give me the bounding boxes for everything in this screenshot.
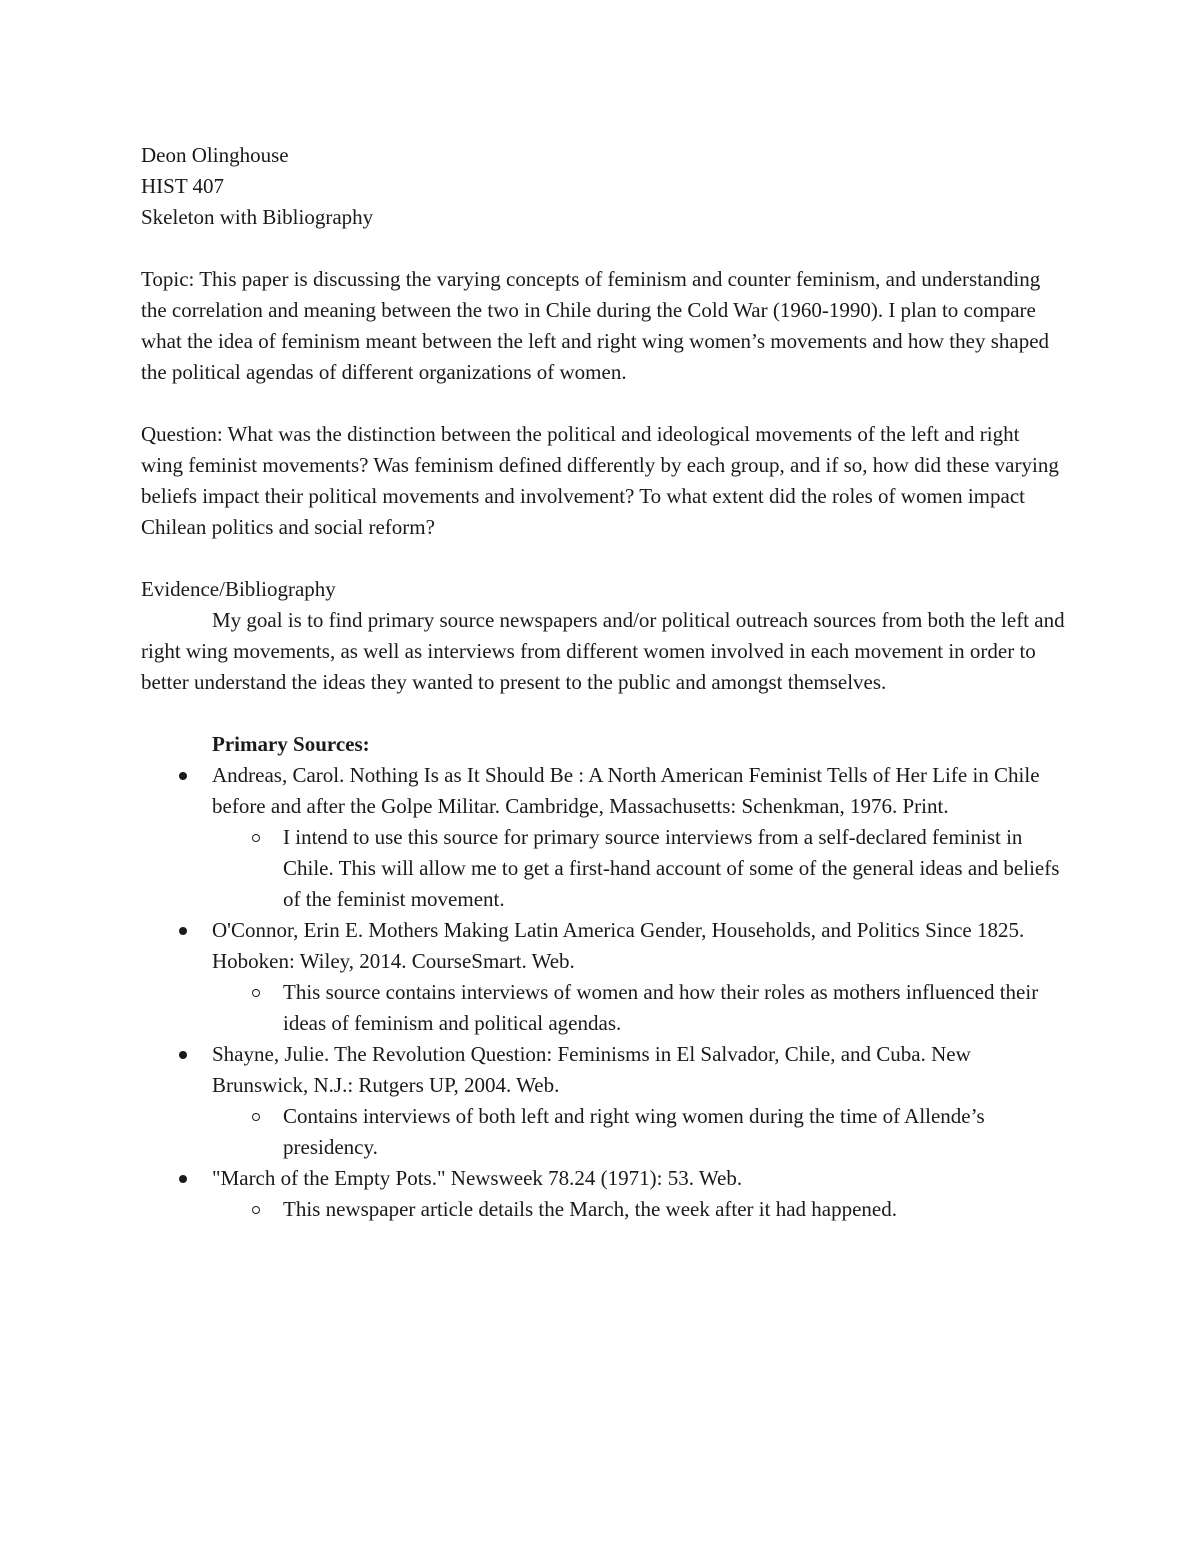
spacer — [141, 543, 1066, 574]
source-item — [141, 1039, 1066, 1163]
source-item — [141, 915, 1066, 1039]
question-paragraph: Question: What was the distinction between the political and ideological movements of the left and right wing feminist movements? Was feminism defined differently by each group, and if so, how did these varying beliefs impact their political movements and involvement? To what extent did the roles of women impact Chilean politics and social reform? — [141, 422, 1059, 539]
bullet-icon — [179, 772, 187, 780]
source-item — [141, 760, 1066, 915]
source-citation: O'Connor, Erin E. Mothers Making Latin America Gender, Households, and Politics Since 1825. Hoboken: Wiley, 2014. CourseSmart. Web. — [212, 918, 1025, 973]
course-code: HIST 407 — [141, 174, 225, 198]
document-body — [141, 140, 1066, 1225]
source-citation: Andreas, Carol. Nothing Is as It Should Be : A North American Feminist Tells of Her Life in Chile before and after the Golpe Militar. Cambridge, Massachusetts: Schenkman, 1976. Print. — [212, 763, 1040, 818]
spacer — [141, 388, 1066, 419]
source-note — [212, 977, 1066, 1039]
topic-paragraph: Topic: This paper is discussing the varying concepts of feminism and counter feminism, and understanding the correlation and meaning between the two in Chile during the Cold War (1960-1990). I plan to compare what the idea of feminism meant between the left and right wing women’s movements and how they shaped the political agendas of different organizations of women. — [141, 267, 1050, 384]
evidence-heading: Evidence/Bibliography — [141, 577, 336, 601]
evidence-paragraph: My goal is to find primary source newspapers and/or political outreach sources from both the left and right wing movements, as well as interviews from different women involved in each movement in order to better understand the ideas they wanted to present to the public and amongst themselves. — [141, 608, 1065, 694]
source-note-text: This newspaper article details the March, the week after it had happened. — [283, 1197, 897, 1221]
hollow-bullet-icon — [252, 1113, 260, 1121]
bullet-icon — [179, 927, 187, 935]
assignment-title: Skeleton with Bibliography — [141, 205, 374, 229]
source-note — [212, 1194, 1066, 1225]
source-note — [212, 1101, 1066, 1163]
source-note-text: This source contains interviews of women and how their roles as mothers influenced their ideas of feminism and political agendas. — [283, 980, 1039, 1035]
source-note-text: Contains interviews of both left and right wing women during the time of Allende’s presidency. — [283, 1104, 985, 1159]
spacer — [141, 233, 1066, 264]
source-citation: "March of the Empty Pots." Newsweek 78.24 (1971): 53. Web. — [212, 1166, 743, 1190]
author-name: Deon Olinghouse — [141, 143, 289, 167]
hollow-bullet-icon — [252, 1206, 260, 1214]
primary-sources-heading: Primary Sources: — [212, 732, 370, 756]
primary-sources-list — [141, 760, 1066, 1225]
bullet-icon — [179, 1175, 187, 1183]
source-note — [212, 822, 1066, 915]
hollow-bullet-icon — [252, 989, 260, 997]
source-note-text: I intend to use this source for primary source interviews from a self-declared feminist in Chile. This will allow me to get a first-hand account of some of the general ideas and beliefs of the feminist movement. — [283, 825, 1060, 911]
source-notes — [212, 977, 1066, 1039]
source-notes — [212, 1101, 1066, 1163]
source-notes — [212, 822, 1066, 915]
spacer — [141, 698, 1066, 729]
source-item — [141, 1163, 1066, 1225]
bullet-icon — [179, 1051, 187, 1059]
source-citation: Shayne, Julie. The Revolution Question: Feminisms in El Salvador, Chile, and Cuba. New Brunswick, N.J.: Rutgers UP, 2004. Web. — [212, 1042, 971, 1097]
hollow-bullet-icon — [252, 834, 260, 842]
source-notes — [212, 1194, 1066, 1225]
